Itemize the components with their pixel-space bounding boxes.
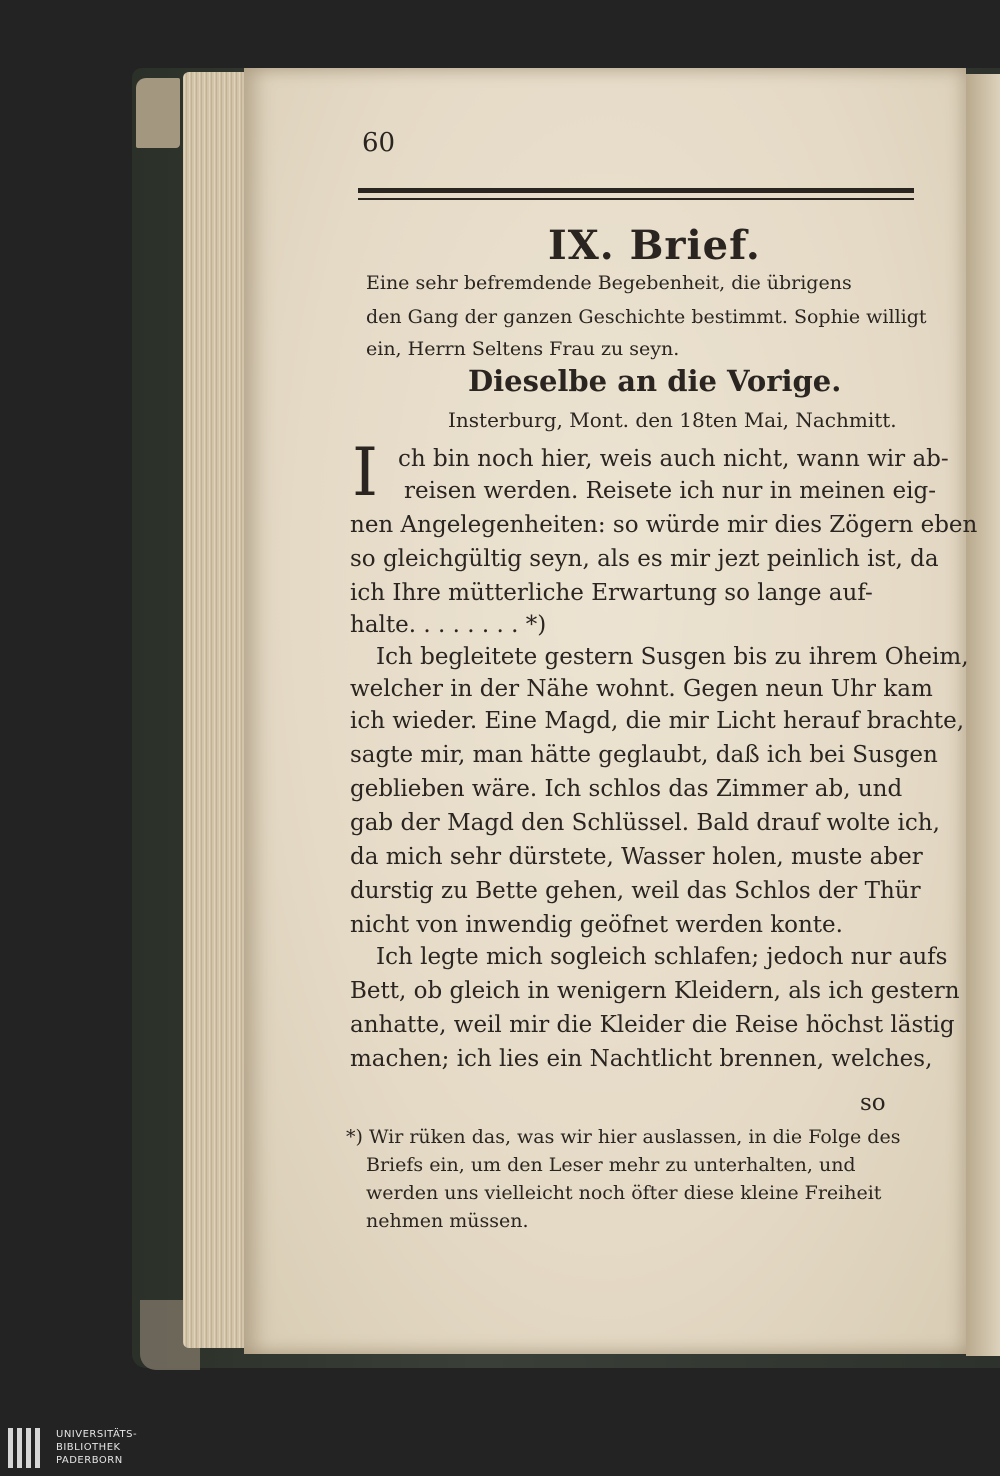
letter-heading: IX. Brief. — [548, 222, 761, 269]
drop-cap: I — [352, 434, 379, 511]
body-line: so gleichgültig seyn, als es mir jezt peinlich ist, da — [350, 546, 939, 572]
body-line: sagte mir, man hätte geglaubt, daß ich bei Susgen — [350, 742, 938, 768]
body-line: machen; ich lies ein Nachtlicht brennen, welches, — [350, 1046, 933, 1072]
summary-line: den Gang der ganzen Geschichte bestimmt. Sophie willigt — [366, 306, 927, 328]
library-logo-line: PADERBORN — [56, 1455, 123, 1466]
footnote-line: werden uns vielleicht noch öfter diese kleine Freiheit — [366, 1182, 882, 1204]
body-line: ch bin noch hier, weis auch nicht, wann wir ab- — [398, 446, 949, 472]
body-line: da mich sehr dürstete, Wasser holen, muste aber — [350, 844, 923, 870]
facing-page-edge — [966, 74, 1000, 1356]
summary-line: Eine sehr befremdende Begebenheit, die übrigens — [366, 272, 852, 294]
body-line: gab der Magd den Schlüssel. Bald drauf wolte ich, — [350, 810, 940, 836]
body-line: ich wieder. Eine Magd, die mir Licht herauf brachte, — [350, 708, 965, 734]
letter-dateline: Insterburg, Mont. den 18ten Mai, Nachmitt. — [448, 408, 897, 432]
body-line: reisen werden. Reisete ich nur in meinen eig- — [404, 478, 936, 504]
body-line: nicht von inwendig geöfnet werden konte. — [350, 912, 843, 938]
body-line: Ich legte mich sogleich schlafen; jedoch nur aufs — [376, 944, 948, 970]
footnote-line: nehmen müssen. — [366, 1210, 529, 1232]
page-number: 60 — [362, 128, 396, 158]
body-line: geblieben wäre. Ich schlos das Zimmer ab, und — [350, 776, 903, 802]
footnote-line: *) Wir rüken das, was wir hier auslassen, in die Folge des — [346, 1126, 901, 1148]
cover-worn-corner — [136, 78, 180, 148]
body-line: welcher in der Nähe wohnt. Gegen neun Uhr kam — [350, 676, 933, 702]
library-logo-line: BIBLIOTHEK — [56, 1442, 121, 1453]
header-rule-thin — [358, 198, 914, 200]
page-edges — [183, 72, 247, 1348]
body-line: ich Ihre mütterliche Erwartung so lange auf- — [350, 580, 873, 606]
summary-line: ein, Herrn Seltens Frau zu seyn. — [366, 338, 680, 360]
body-line: Ich begleitete gestern Susgen bis zu ihrem Oheim, — [376, 644, 969, 670]
body-line: halte. . . . . . . . *) — [350, 612, 547, 638]
library-logo-line: UNIVERSITÄTS- — [56, 1429, 138, 1440]
letter-subheading: Dieselbe an die Vorige. — [468, 364, 842, 398]
body-line: Bett, ob gleich in wenigern Kleidern, als ich gestern — [350, 978, 960, 1004]
body-line: nen Angelegenheiten: so würde mir dies Zögern eben — [350, 512, 978, 538]
library-logo — [8, 1426, 168, 1470]
footnote-line: Briefs ein, um den Leser mehr zu unterhalten, und — [366, 1154, 856, 1176]
catchword: so — [860, 1090, 886, 1116]
body-line: durstig zu Bette gehen, weil das Schlos der Thür — [350, 878, 921, 904]
body-line: anhatte, weil mir die Kleider die Reise höchst lästig — [350, 1012, 955, 1038]
library-logo-icon — [8, 1428, 48, 1468]
header-rule-thick — [358, 188, 914, 193]
